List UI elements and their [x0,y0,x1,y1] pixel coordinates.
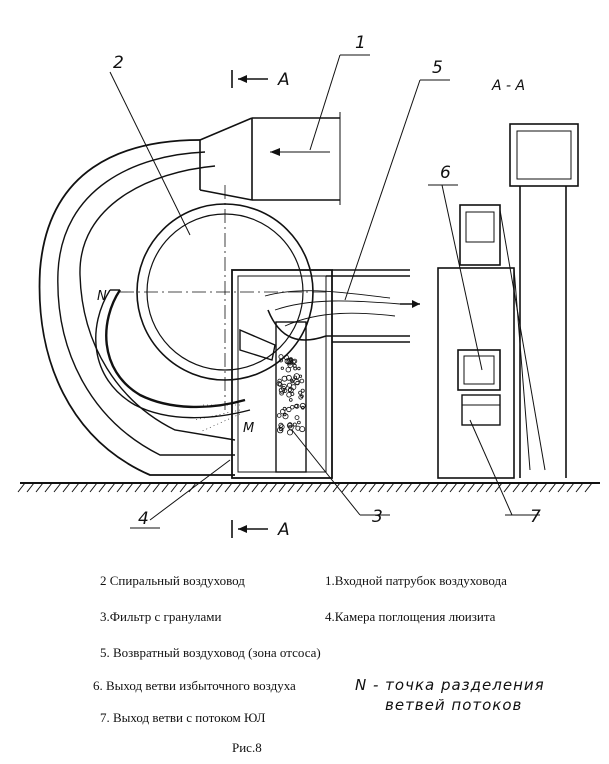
ground-hatch [396,483,403,492]
ground-hatch [360,483,367,492]
spiral-duct [40,140,330,475]
ground-hatch [423,483,430,492]
granule-filter [276,322,306,472]
ground-hatch [432,483,439,492]
legend-item-1: 1.Входной патрубок воздуховода [325,573,507,588]
granule [280,409,285,414]
ground-hatch [153,483,160,492]
granule [286,367,291,372]
ground-hatch [306,483,313,492]
ground-hatch [459,483,466,492]
granule [289,399,292,402]
ground-hatch [144,483,151,492]
chamber-housing [232,270,420,478]
ground-hatch [243,483,250,492]
ground-hatch [180,483,187,492]
callout-6: 6 [440,163,451,183]
ground-hatch [171,483,178,492]
ground-hatch [441,483,448,492]
ground-hatch [558,483,565,492]
ground [18,483,600,492]
section-cut-marks [232,70,268,538]
ground-hatch [414,483,421,492]
note-line-2: ветвей потоков [385,696,523,714]
granule [277,414,281,418]
ground-hatch [540,483,547,492]
ground-hatch [288,483,295,492]
callout-3: 3 [372,507,383,527]
ground-hatch [252,483,259,492]
granule [287,393,292,398]
ground-hatch [270,483,277,492]
ground-hatch [216,483,223,492]
ground-hatch [549,483,556,492]
ground-hatch [351,483,358,492]
legend-item-6: 6. Выход ветви избыточного воздуха [93,678,296,693]
inlet-pipe [200,112,340,205]
ground-hatch [27,483,34,492]
callout-1: 1 [355,33,366,53]
legend-item-2: 2 Спиральный воздуховод [100,573,245,588]
point-n-label: N [97,289,107,304]
ground-hatch [576,483,583,492]
callout-4: 4 [138,509,149,529]
ground-hatch [513,483,520,492]
legend-item-7: 7. Выход ветви с потоком ЮЛ [100,710,266,725]
ground-hatch [45,483,52,492]
ground-hatch [261,483,268,492]
ground-hatch [468,483,475,492]
granule [298,367,301,370]
ground-hatch [324,483,331,492]
ground-hatch [72,483,79,492]
figure-caption: Рис.8 [232,740,262,755]
ground-hatch [486,483,493,492]
ground-hatch [297,483,304,492]
granule [298,421,301,424]
ground-hatch [63,483,70,492]
point-m-label: M [243,421,255,436]
section-mark-top: A [278,70,290,90]
ground-hatch [162,483,169,492]
ground-hatch [585,483,592,492]
callout-7: 7 [530,507,541,527]
granule [281,367,283,369]
legend-item-5: 5. Возвратный воздуховод (зона отсоса) [100,645,321,660]
ground-hatch [135,483,142,492]
callout-5: 5 [432,58,443,78]
granule [300,427,305,432]
ground-hatch [567,483,574,492]
ground-hatch [405,483,412,492]
granule [279,355,283,359]
ground-hatch [315,483,322,492]
ground-hatch [279,483,286,492]
granule [295,416,299,420]
ground-hatch [342,483,349,492]
ground-hatch [54,483,61,492]
ground-hatch [207,483,214,492]
ground-hatch [126,483,133,492]
ground-hatch [504,483,511,492]
ground-hatch [81,483,88,492]
granule [300,379,304,383]
callout-2: 2 [113,53,124,73]
ground-hatch [18,483,25,492]
ground-hatch [36,483,43,492]
granule [287,383,291,387]
granule [291,405,295,409]
ground-hatch [522,483,529,492]
legend-item-3: 3.Фильтр с гранулами [100,609,222,624]
legend-item-4: 4.Камера поглощения люизита [325,609,496,624]
granule [293,423,296,426]
granule [293,359,297,363]
granule [299,375,301,377]
ground-hatch [531,483,538,492]
section-view-title: A - A [492,78,526,94]
ground-hatch [198,483,205,492]
ground-hatch [108,483,115,492]
ground-hatch [234,483,241,492]
ground-hatch [450,483,457,492]
ground-hatch [225,483,232,492]
ground-hatch [369,483,376,492]
section-view [438,124,578,478]
ground-hatch [387,483,394,492]
section-mark-bottom: A [278,520,290,540]
ground-hatch [477,483,484,492]
ground-hatch [117,483,124,492]
ground-hatch [378,483,385,492]
ground-hatch [90,483,97,492]
note-line-1: N - точка разделения [355,676,545,694]
granule [299,391,302,394]
granule [287,430,292,435]
ground-hatch [99,483,106,492]
ground-hatch [333,483,340,492]
granule [283,414,288,419]
